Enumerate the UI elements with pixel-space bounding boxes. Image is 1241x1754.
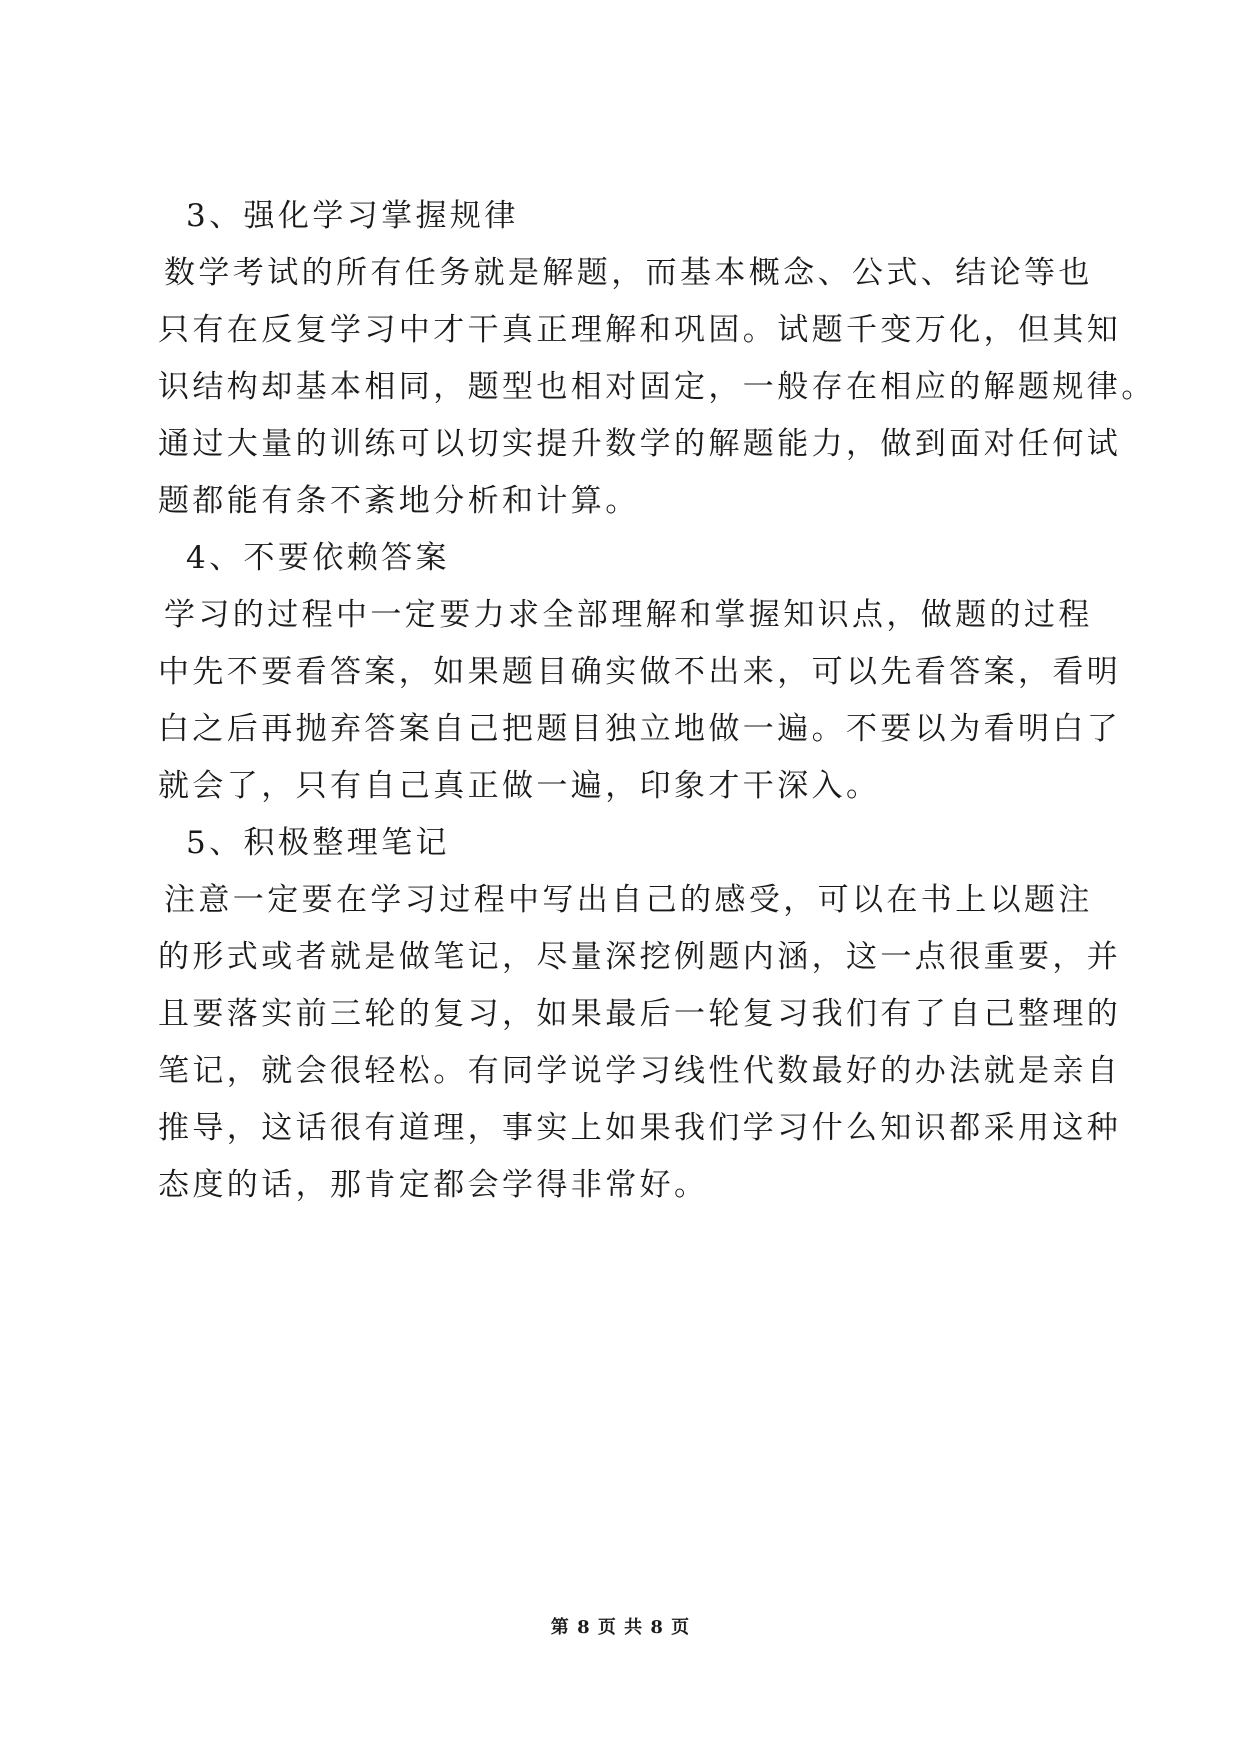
text-line: 识结构却基本相同，题型也相对固定，一般存在相应的解题规律。	[158, 369, 1156, 405]
section-paragraph-4	[158, 587, 1122, 815]
text-line: 白之后再抛弃答案自己把题目独立地做一遍。不要以为看明白了	[158, 711, 1122, 747]
page-number-footer: 第 8 页 共 8 页	[550, 1617, 691, 1638]
section-heading-4: 4、不要依赖答案	[186, 540, 450, 576]
text-line: 就会了，只有自己真正做一遍，印象才干深入。	[158, 768, 881, 804]
text-line: 只有在反复学习中才干真正理解和巩固。试题千变万化，但其知	[158, 312, 1122, 348]
section-heading-3: 3、强化学习掌握规律	[186, 198, 519, 234]
text-line: 推导，这话很有道理，事实上如果我们学习什么知识都采用这种	[158, 1110, 1122, 1146]
text-line: 且要落实前三轮的复习，如果最后一轮复习我们有了自己整理的	[158, 996, 1122, 1032]
text-line: 数学考试的所有任务就是解题，而基本概念、公式、结论等也	[164, 255, 1093, 291]
document-body	[158, 188, 1156, 1214]
text-line: 中先不要看答案，如果题目确实做不出来，可以先看答案，看明	[158, 654, 1122, 690]
section-heading-5: 5、积极整理笔记	[186, 825, 450, 861]
section-paragraph-3	[158, 245, 1156, 530]
section-paragraph-5	[158, 872, 1122, 1214]
text-line: 的形式或者就是做笔记，尽量深挖例题内涵，这一点很重要，并	[158, 939, 1122, 975]
text-line: 笔记，就会很轻松。有同学说学习线性代数最好的办法就是亲自	[158, 1053, 1122, 1089]
text-line: 学习的过程中一定要力求全部理解和掌握知识点，做题的过程	[164, 597, 1093, 633]
text-line: 注意一定要在学习过程中写出自己的感受，可以在书上以题注	[164, 882, 1093, 918]
text-line: 题都能有条不紊地分析和计算。	[158, 483, 640, 519]
text-line: 态度的话，那肯定都会学得非常好。	[158, 1167, 709, 1203]
text-line: 通过大量的训练可以切实提升数学的解题能力，做到面对任何试	[158, 426, 1122, 462]
